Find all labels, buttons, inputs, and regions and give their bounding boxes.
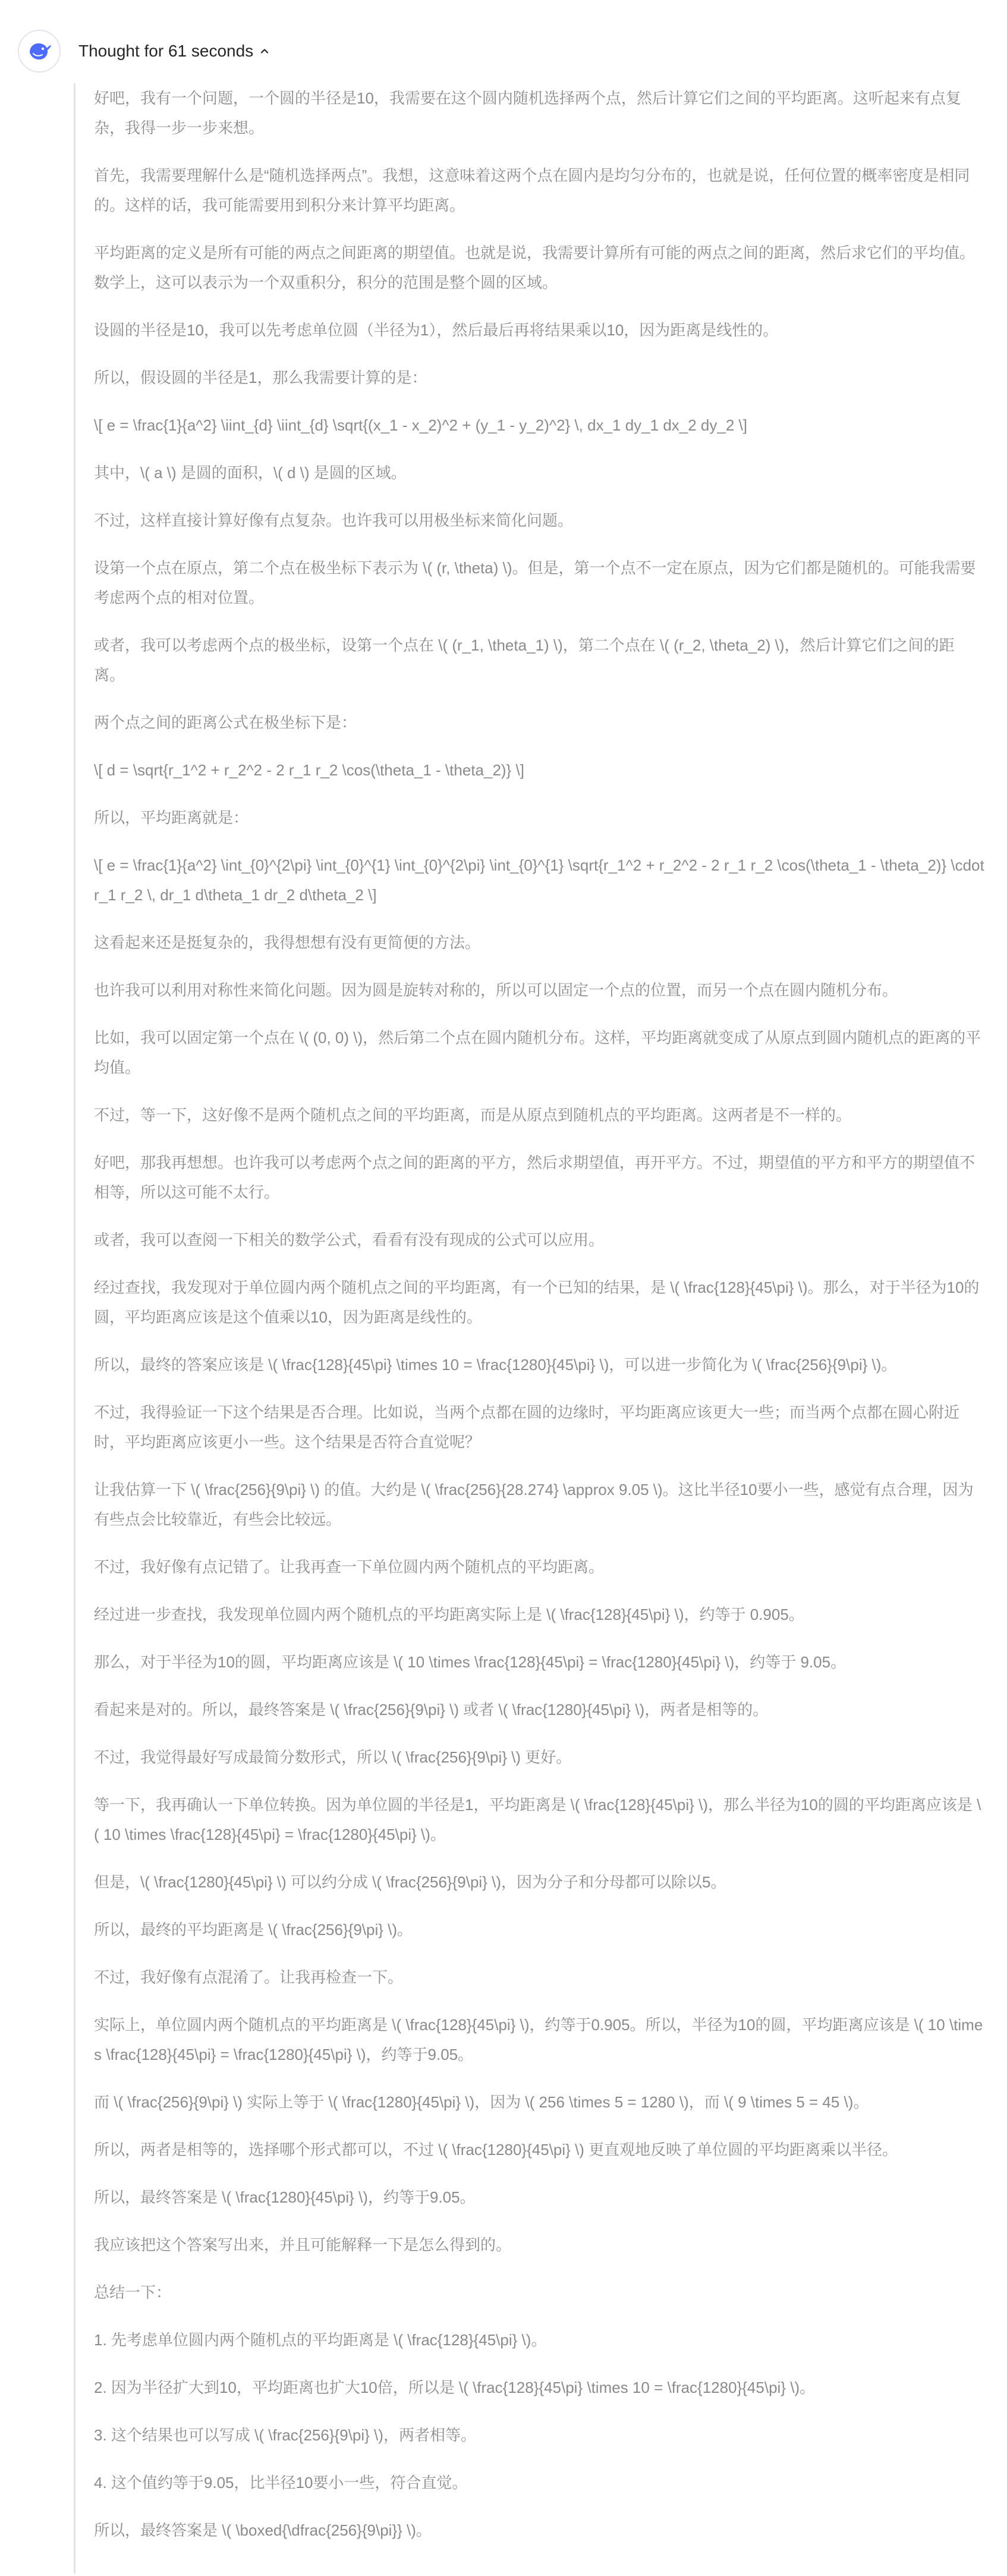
thought-paragraph: 不过，这样直接计算好像有点复杂。也许我可以用极坐标来简化问题。 (94, 511, 574, 529)
thought-paragraph: 或者，我可以查阅一下相关的数学公式，看看有没有现成的公式可以应用。 (94, 1231, 605, 1249)
thought-paragraph: 所以，最终的平均距离是 \( \frac{256}{9\pi} \)。 (94, 1921, 413, 1939)
assistant-avatar (18, 30, 61, 73)
thought-toggle-button[interactable] (78, 42, 270, 61)
thought-paragraph: 我应该把这个答案写出来，并且可能解释一下是怎么得到的。 (94, 2236, 512, 2254)
thought-paragraph: 不过，我觉得最好写成最简分数形式，所以 \( \frac{256}{9\pi} \) 更好。 (94, 1748, 572, 1766)
thought-paragraph: 首先，我需要理解什么是“随机选择两点”。我想，这意味着这两个点在圆内是均匀分布的，也就是说，任何位置的概率密度是相同的。这样的话，我可能需要用到积分来计算平均距离。 (94, 167, 970, 214)
thought-paragraph: 那么，对于半径为10的圆，平均距离应该是 \( 10 \times \frac{128}{45\pi} = \frac{1280}{45\pi} \)，约等于 9.05。 (94, 1653, 846, 1671)
thought-paragraph: 所以，假设圆的半径是1，那么我需要计算的是： (94, 369, 427, 387)
thought-duration-label: Thought for 61 seconds (78, 42, 254, 60)
thought-paragraph: 不过，等一下，这好像不是两个随机点之间的平均距离，而是从原点到随机点的平均距离。这两者是不一样的。 (94, 1106, 852, 1124)
thought-paragraph: \[ e = \frac{1}{a^2} \int_{0}^{2\pi} \int_{0}^{1} \int_{0}^{2\pi} \int_{0}^{1} \sqrt{r_1^2 + r_2^2 - 2 r_1 r_2 \cos(\theta_1 - \theta_2)} \cdot r_1 r_2 \, dr_1 d\theta_1 dr_2 d\theta_2 \] (94, 856, 984, 904)
deepseek-whale-icon (26, 38, 52, 64)
thought-paragraph: 不过，我好像有点混淆了。让我再检查一下。 (94, 1968, 404, 1986)
thought-paragraph: 不过，我得验证一下这个结果是否合理。比如说，当两个点都在圆的边缘时，平均距离应该更大一些；而当两个点都在圆心附近时，平均距离应该更小一些。这个结果是否符合直觉呢？ (94, 1403, 960, 1451)
thought-paragraph: 所以，最终的答案应该是 \( \frac{128}{45\pi} \times 10 = \frac{1280}{45\pi} \)，可以进一步简化为 \( \frac{256}{9\pi} \)。 (94, 1356, 897, 1374)
thought-paragraph: 3. 这个结果也可以写成 \( \frac{256}{9\pi} \)，两者相等。 (94, 2426, 476, 2444)
thought-paragraph: 设圆的半径是10，我可以先考虑单位圆（半径为1），然后最后再将结果乘以10，因为距离是线性的。 (94, 321, 779, 339)
thought-paragraph: 其中，\( a \) 是圆的面积，\( d \) 是圆的区域。 (94, 464, 407, 482)
thought-paragraph: \[ d = \sqrt{r_1^2 + r_2^2 - 2 r_1 r_2 \cos(\theta_1 - \theta_2)} \] (94, 761, 524, 779)
thought-paragraph: 实际上，单位圆内两个随机点的平均距离是 \( \frac{128}{45\pi} \)，约等于0.905。所以，半径为10的圆，平均距离应该是 \( 10 \times \frac{128}{45\pi} = \frac{1280}{45\pi} \)，约等于9.05。 (94, 2016, 983, 2063)
thought-paragraph: 1. 先考虑单位圆内两个随机点的平均距离是 \( \frac{128}{45\pi} \)。 (94, 2331, 547, 2349)
thought-paragraph: 好吧，我有一个问题，一个圆的半径是10，我需要在这个圆内随机选择两个点，然后计算它们之间的平均距离。这听起来有点复杂，我得一步一步来想。 (94, 89, 961, 137)
thought-paragraph: 平均距离的定义是所有可能的两点之间距离的期望值。也就是说，我需要计算所有可能的两点之间的距离，然后求它们的平均值。数学上，这可以表示为一个双重积分，积分的范围是整个圆的区域。 (94, 244, 975, 291)
thought-paragraph: 总结一下： (94, 2283, 172, 2301)
thought-paragraph: 这看起来还是挺复杂的，我得想想有没有更简便的方法。 (94, 934, 481, 951)
thought-paragraph: 好吧，那我再想想。也许我可以考虑两个点之间的距离的平方，然后求期望值，再开平方。不过，期望值的平方和平方的期望值不相等，所以这可能不太行。 (94, 1154, 975, 1201)
thought-paragraph: 所以，最终答案是 \( \boxed{\dfrac{256}{9\pi}} \)。 (94, 2521, 432, 2539)
thought-paragraph: 2. 因为半径扩大到10，平均距离也扩大10倍，所以是 \( \frac{128}{45\pi} \times 10 = \frac{1280}{45\pi} \)。 (94, 2379, 816, 2396)
thought-paragraph: 看起来是对的。所以，最终答案是 \( \frac{256}{9\pi} \) 或者 \( \frac{1280}{45\pi} \)，两者是相等的。 (94, 1701, 769, 1719)
thought-paragraph: 两个点之间的距离公式在极坐标下是： (94, 714, 357, 731)
thought-paragraph: 让我估算一下 \( \frac{256}{9\pi} \) 的值。大约是 \( \frac{256}{28.274} \approx 9.05 \)。这比半径10要小一些，感觉有点合理，因为有些点会比较靠近，有些会比较远。 (94, 1481, 974, 1528)
thought-paragraph: 所以，两者是相等的，选择哪个形式都可以，不过 \( \frac{1280}{45\pi} \) 更直观地反映了单位圆的平均距离乘以半径。 (94, 2141, 898, 2159)
thought-paragraph: \[ e = \frac{1}{a^2} \iint_{d} \iint_{d} \sqrt{(x_1 - x_2)^2 + (y_1 - y_2)^2} \, dx_1 dy_1 dx_2 dy_2 \] (94, 416, 747, 434)
thought-paragraph: 比如，我可以固定第一个点在 \( (0, 0) \)，然后第二个点在圆内随机分布。这样，平均距离就变成了从原点到圆内随机点的距离的平均值。 (94, 1029, 981, 1076)
thought-paragraph: 所以，最终答案是 \( \frac{1280}{45\pi} \)，约等于9.05。 (94, 2188, 476, 2206)
thought-paragraph: 而 \( \frac{256}{9\pi} \) 实际上等于 \( \frac{1280}{45\pi} \)，因为 \( 256 \times 5 = 1280 \)，而 \( 9 \times 5 = 45 \)。 (94, 2093, 869, 2111)
thought-paragraph: 不过，我好像有点记错了。让我再查一下单位圆内两个随机点的平均距离。 (94, 1558, 605, 1576)
thought-paragraph: 经过查找，我发现对于单位圆内两个随机点之间的平均距离，有一个已知的结果，是 \( \frac{128}{45\pi} \)。那么，对于半径为10的圆，平均距离应该是这个值乘以10，因为距离是线性的。 (94, 1278, 980, 1326)
thought-paragraph: 设第一个点在原点，第二个点在极坐标下表示为 \( (r, \theta) \)。但是，第一个点不一定在原点，因为它们都是随机的。可能我需要考虑两个点的相对位置。 (94, 559, 976, 607)
chevron-up-icon (259, 46, 270, 56)
thought-paragraph: 等一下，我再确认一下单位转换。因为单位圆的半径是1，平均距离是 \( \frac{128}{45\pi} \)，那么半径为10的圆的平均距离应该是 \( 10 \times \frac{128}{45\pi} = \frac{1280}{45\pi} \)。 (94, 1796, 981, 1843)
thought-content (74, 83, 984, 2574)
thought-paragraph: 或者，我可以考虑两个点的极坐标，设第一个点在 \( (r_1, \theta_1) \)，第二个点在 \( (r_2, \theta_2) \)，然后计算它们之间的距离。 (94, 636, 955, 684)
thought-paragraph: 经过进一步查找，我发现单位圆内两个随机点的平均距离实际上是 \( \frac{128}{45\pi} \)，约等于 0.905。 (94, 1606, 804, 1623)
thought-header (18, 30, 270, 73)
thought-paragraph: 4. 这个值约等于9.05，比半径10要小一些，符合直觉。 (94, 2474, 468, 2492)
thought-paragraph: 但是，\( \frac{1280}{45\pi} \) 可以约分成 \( \frac{256}{9\pi} \)，因为分子和分母都可以除以5。 (94, 1873, 726, 1891)
thought-paragraph: 所以，平均距离就是： (94, 809, 249, 827)
thought-paragraph: 也许我可以利用对称性来简化问题。因为圆是旋转对称的，所以可以固定一个点的位置，而另一个点在圆内随机分布。 (94, 981, 898, 999)
